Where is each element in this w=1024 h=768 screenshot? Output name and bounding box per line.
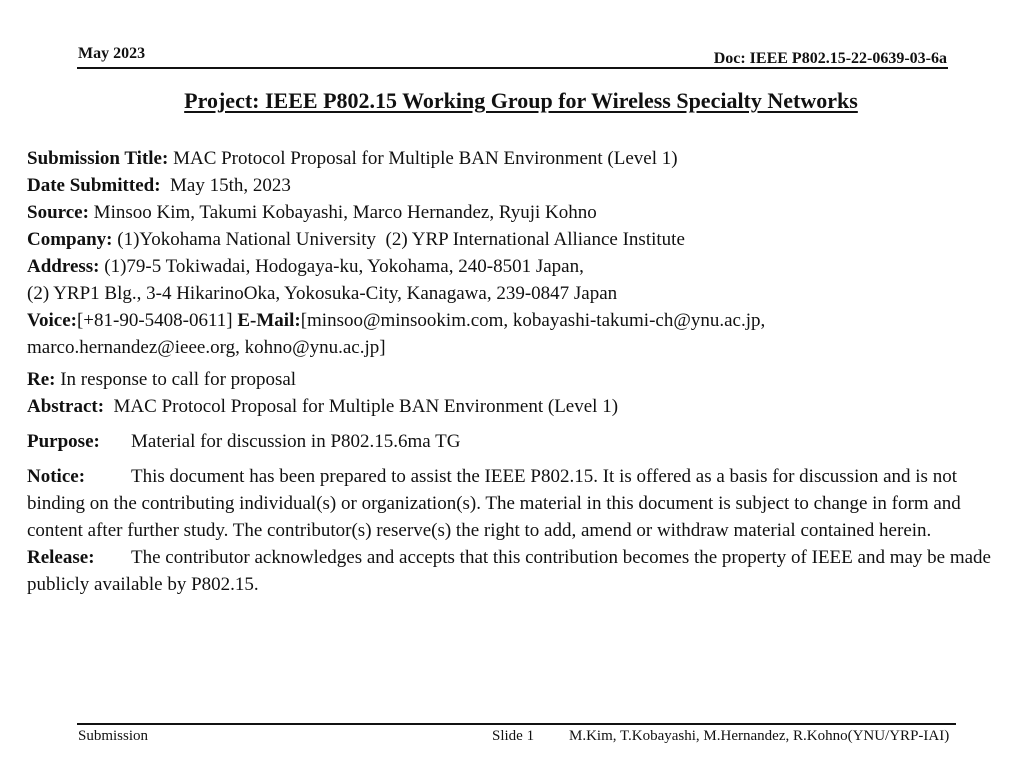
email-line2: marco.hernandez@ieee.org, kohno@ynu.ac.jp] [27, 337, 386, 358]
submission-details [27, 145, 1007, 598]
header-rule [77, 67, 948, 69]
abstract-row [27, 393, 1007, 420]
purpose-value: Material for discussion in P802.15.6ma TG [131, 431, 461, 452]
source-label: Source: [27, 202, 89, 223]
re-value: In response to call for proposal [55, 369, 297, 390]
notice-label: Notice: [27, 466, 86, 487]
voice-label: Voice: [27, 310, 77, 331]
footer-rule [77, 723, 956, 725]
address-label: Address: [27, 256, 100, 277]
email-line1: [minsoo@minsookim.com, kobayashi-takumi-ch@ynu.ac.jp, [300, 310, 766, 331]
re-row [27, 366, 1007, 393]
footer-submission: Submission [78, 728, 149, 744]
company-row [27, 226, 1007, 253]
notice-row [27, 463, 1007, 544]
address-row [27, 253, 1007, 280]
footer-authors: M.Kim, T.Kobayashi, M.Hernandez, R.Kohno(YNU/YRP-IAI) [569, 728, 950, 744]
header-doc-id: Doc: IEEE P802.15-22-0639-03-6a [713, 50, 947, 67]
company-label: Company: [27, 229, 113, 250]
source-row [27, 199, 1007, 226]
release-row [27, 544, 1007, 598]
re-label: Re: [27, 369, 56, 390]
release-label: Release: [27, 547, 95, 568]
address-line2: (2) YRP1 Blg., 3-4 HikarinoOka, Yokosuka-City, Kanagawa, 239-0847 Japan [27, 283, 618, 304]
submission-title-value: MAC Protocol Proposal for Multiple BAN Environment (Level 1) [168, 148, 678, 169]
header-date: May 2023 [78, 45, 146, 62]
abstract-value: MAC Protocol Proposal for Multiple BAN Environment (Level 1) [104, 396, 619, 417]
date-submitted-row [27, 172, 1007, 199]
voice-value: [+81-90-5408-0611] [76, 310, 238, 331]
source-value: Minsoo Kim, Takumi Kobayashi, Marco Hernandez, Ryuji Kohno [88, 202, 597, 223]
company-value: (1)Yokohama National University (2) YRP International Alliance Institute [112, 229, 685, 250]
email-label: E-Mail: [237, 310, 301, 331]
purpose-label: Purpose: [27, 431, 100, 452]
purpose-row [27, 428, 1007, 455]
address-line1: (1)79-5 Tokiwadai, Hodogaya-ku, Yokohama, 240-8501 Japan, [99, 256, 584, 277]
abstract-label: Abstract: [27, 396, 105, 417]
project-title: Project: IEEE P802.15 Working Group for Wireless Specialty Networks [184, 88, 858, 113]
notice-value: This document has been prepared to assist the IEEE P802.15. It is offered as a basis for discussion and is not binding on the contributing individual(s) or organization(s). The material in this document is subject to change in form and content after further study. The contributor(s) reserve(s) the right to add, amend or withdraw material contained herein. [27, 466, 961, 541]
release-value: The contributor acknowledges and accepts that this contribution becomes the property of IEEE and may be made publicly available by P802.15. [27, 547, 991, 595]
date-submitted-value: May 15th, 2023 [160, 175, 291, 196]
contact-row [27, 307, 1007, 334]
submission-title-row [27, 145, 1007, 172]
date-submitted-label: Date Submitted: [27, 175, 161, 196]
footer-slide-number: Slide 1 [492, 728, 535, 744]
submission-title-label: Submission Title: [27, 148, 169, 169]
